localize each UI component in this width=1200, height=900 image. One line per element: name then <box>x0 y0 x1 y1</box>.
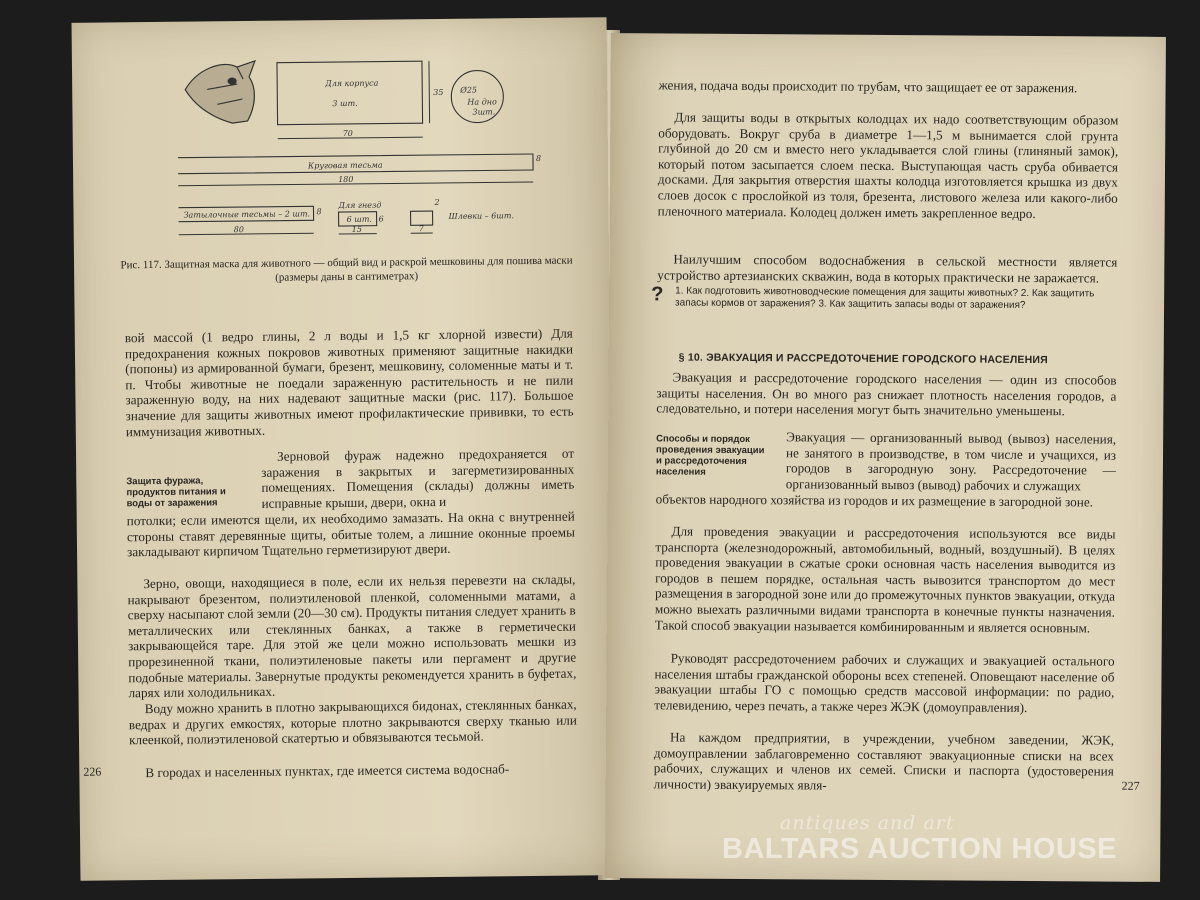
protective-mask-figure <box>177 45 599 249</box>
animal-head-illustration <box>185 61 256 124</box>
fig-loops-label: Шлевки – 6шт. <box>448 211 515 221</box>
right-paragraph-6: Для проведения эвакуации и рассредоточения используются все виды транспорта (железнодорожный, автомобильный, водный, воздушный). В целях проведения эвакуации в сжатые сроки основная часть населения выводится из городов в пешем порядке, остальная часть вывозится транспортом до мест размещения в загородной зоне или до промежуточных пунктов эвакуации, откуда можно выехать различными видами транспорта в конечные пункты назначения. Такой способ эвакуации называется комбинированным и является основным. <box>654 523 1116 635</box>
right-paragraph-3: Наилучшим способом водоснабжения в сельской местности является устройство артезианских скважин, вода в которых практически не заражается. <box>657 251 1118 286</box>
fig-tie-tapes-label: Затылочные тесьмы – 2 шт. <box>183 209 311 220</box>
fig-dim-70: 70 <box>342 128 353 138</box>
right-sidehead: Способы и порядок проведения эвакуации и рассредоточения населения <box>655 433 765 478</box>
fig-circle-diam: Ø25 <box>460 85 478 95</box>
fig-dim-80: 80 <box>233 225 244 235</box>
left-paragraph-4: Воду можно хранить в плотно закрывающихся бидонах, стеклянных банках, ведрах и других емкостях, которые плотно закрываются сверху тканью или клеенкой, полиэтиленовой скатертью и обвязываются тесьмой. <box>128 696 577 748</box>
right-page-number: 227 <box>1121 778 1140 793</box>
fig-body-count: 3 шт. <box>332 98 358 109</box>
right-paragraph-4: Эвакуация и рассредоточение городского населения — один из способов защиты населения. Он во много раз снижает плотность населения городов, а следовательно, и потери населения могут быть значительно уменьшены. <box>656 369 1117 419</box>
fig-circle-note-2: 3шт. <box>472 107 496 117</box>
left-paragraph-5: В городах и населенных пунктах, где имеется система водоснаб- <box>145 761 510 781</box>
watermark-tagline: antiques and art <box>780 812 955 834</box>
left-paragraph-2-side: Зерновой фураж надежно предохраняется от заражения в закрытых и загерметизированных помещениях. Помещения (склады) должны иметь исправные крыши, двери, окна и <box>261 445 575 511</box>
right-page <box>605 33 1166 882</box>
right-paragraph-5-rest: объектов народного хозяйства из городов и их размещение в загородной зоне. <box>655 491 1094 510</box>
fig-circle-note-1: На дно <box>467 97 497 107</box>
fig-socket-label: Для гнезд <box>338 200 382 211</box>
right-paragraph-7: Руководят рассредоточением рабочих и служащих и эвакуацией остального населения штабы гражданской обороны всех степеней. Оповещают население об эвакуации штабы ГО с помощью средств массовой информации: по радио, телевидению, через печать, а также через ЖЭК (домоуправления). <box>654 650 1115 715</box>
fig-tape-dim: 8 <box>535 153 542 163</box>
watermark-brand: BALTARS AUCTION HOUSE <box>722 833 1118 865</box>
fig-round-tape-label: Круговая тесьма <box>307 160 383 171</box>
fig-dim-15: 15 <box>351 224 362 234</box>
fig-dim-180: 180 <box>338 174 354 185</box>
fig-socket-count: 6 шт. <box>346 214 372 224</box>
left-paragraph-1: вой массой (1 ведро глины, 2 л воды и 1,5 кг хлорной извести) Для предохранения кожных покровов животных применяют защитные накидки (попоны) из армированной бумаги, брезент, мешковину, соломенные маты и т. п. Чтобы животные не поедали зараженную растительность и не пили зараженную воду, на них надевают защитные маски (рис. 117). Большое значение для защиты животных имеют профилактические прививки, то есть иммунизация животных. <box>124 325 574 439</box>
fig-dim-7: 7 <box>418 224 424 234</box>
right-paragraph-1: жения, подача воды происходит по трубам, что защищает ее от заражения. <box>658 77 1078 96</box>
left-page-number: 226 <box>83 764 102 779</box>
fig-dim-35: 35 <box>433 87 444 98</box>
fig-socket-dim: 6 <box>378 214 384 224</box>
fig-loop-dim: 2 <box>434 197 440 208</box>
right-paragraph-2: Для защиты воды в открытых колодцах их надо соответствующим образом оборудовать. Вокруг сруба в диаметре 1—1,5 м вынимается слой грунта глубиной до 20 см и вместо него укладывается слой глины (глиняный замок), который потом засыпается слоем песка. Выступающая часть сруба обивается досками. Для закрытия отверстия шахты колодца изготовляется крышка из двух слоев досок с прослойкой из толя, брезента, листового железа или какого-либо пленочного материала. Колодец должен иметь закрепленное ведро. <box>657 109 1119 221</box>
left-paragraph-3: Зерно, овощи, находящиеся в поле, если их нельзя перевезти на склады, накрывают брезентом, полиэтиленовой пленкой, соломенными матами, а сверху насыпают слой земли (20—30 см). Продукты питания следует хранить в металлических или стеклянных банках, а также в герметически закрывающейся таре. Для этой же цели можно использовать мешки из прорезиненной ткани, полиэтиленовые пакеты или пергамент и другие подобные материалы. Завернутые продукты рекомендуется хранить в буфетах, ларях или холодильниках. <box>127 571 577 701</box>
question-mark-icon: ? <box>651 283 664 306</box>
section-heading: § 10. ЭВАКУАЦИЯ И РАССРЕДОТОЧЕНИЕ ГОРОДСКОГО НАСЕЛЕНИЯ <box>678 351 1048 367</box>
fig-tie-dim: 8 <box>316 207 322 217</box>
review-questions: 1. Как подготовить животноводческие помещения для защиты животных? 2. Как защитить запасы кормов от заражения? 3. Как защитить запасы воды от заражения? <box>675 285 1095 311</box>
left-paragraph-2-rest: потолки; если имеются щели, их необходимо замазать. На окна с внутренней стороны ставят деревянные щиты, обитые толем, а лишние оконные проемы закладывают кирпичом Тщательно герметизируют двери. <box>126 508 575 560</box>
figure-caption: Рис. 117. Защитная маска для животного — общий вид и раскрой мешковины для пошива маски (размеры даны в сантиметрах) <box>120 254 573 284</box>
left-sidehead: Защита фуража, продуктов питания и воды от заражения <box>126 475 226 510</box>
right-paragraph-5-side: Эвакуация — организованный вывод (вывоз) населения, не занятого в производстве, в том числе и учащихся, из городов в загородную зону. Рассредоточение — организованный вывоз (вывод) рабочих и служащих <box>785 429 1117 494</box>
left-page <box>72 17 616 881</box>
fig-body-label: Для корпуса <box>325 78 379 89</box>
right-paragraph-8: На каждом предприятии, в учреждении, учебном заведении, ЖЭК, домоуправлении заблаговременно составляют эвакуационные списки на всех рабочих, служащих и членов их семей. Списки и паспорта (удостоверения личности) эвакуируемых явля- <box>653 729 1115 793</box>
